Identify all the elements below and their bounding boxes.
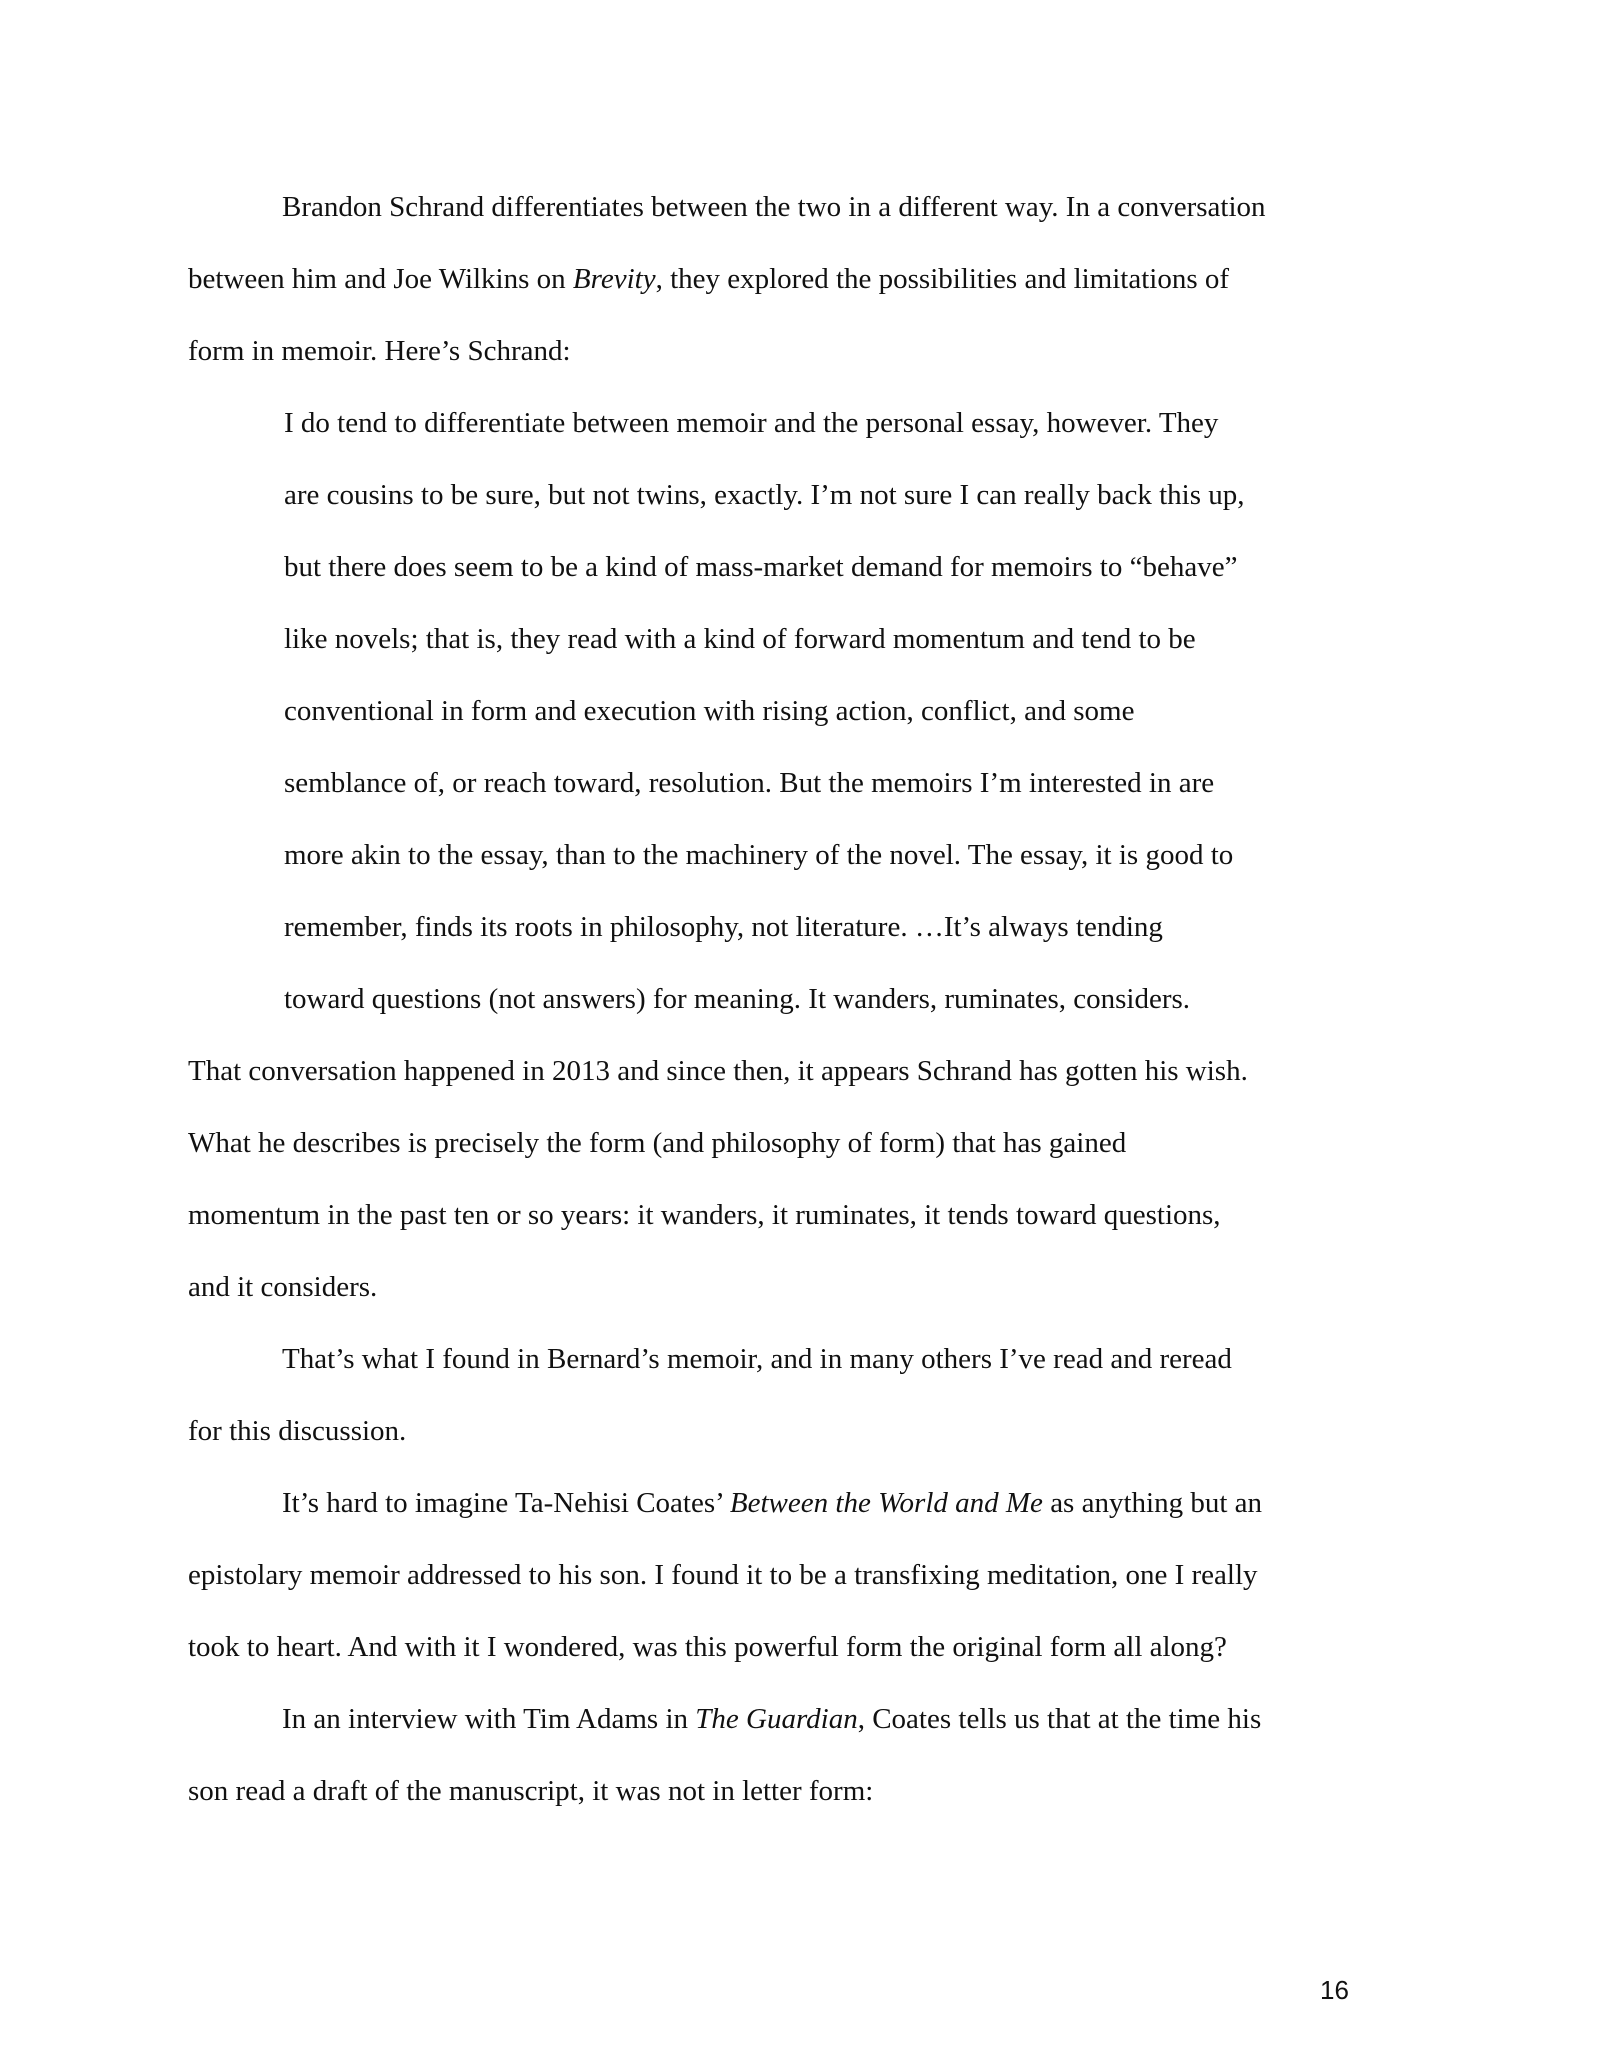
page-number: 16 [1320, 1975, 1349, 2005]
publication-title-brevity: Brevity [572, 263, 656, 295]
blockquote-line: more akin to the essay, than to the machinery of the novel. The essay, it is good to [284, 839, 1234, 871]
blockquote-line: are cousins to be sure, but not twins, exactly. I’m not sure I can really back this up, [284, 479, 1245, 511]
text: Brandon Schrand differentiates between the two in a different way. In a conversation [282, 191, 1266, 223]
paragraph-schrand-line-1 [282, 189, 1266, 225]
text: , they explored the possibilities and limitations of [655, 263, 1230, 295]
blockquote-line: I do tend to differentiate between memoir and the personal essay, however. They [284, 407, 1219, 439]
blockquote-line: semblance of, or reach toward, resolution. But the memoirs I’m interested in are [284, 767, 1215, 799]
text: form in memoir. Here’s Schrand: [188, 335, 571, 367]
paragraph-line: momentum in the past ten or so years: it wanders, it ruminates, it tends toward questions, [188, 1199, 1221, 1231]
paragraph-coates-line-1 [282, 1485, 1262, 1521]
paragraph-coates-line-2: epistolary memoir addressed to his son. I found it to be a transfixing meditation, one I really [188, 1559, 1258, 1591]
blockquote-line: but there does seem to be a kind of mass-market demand for memoirs to “behave” [284, 551, 1238, 583]
paragraph-schrand-line-3 [188, 333, 571, 369]
text: In an interview with Tim Adams in [282, 1703, 696, 1735]
blockquote-line: like novels; that is, they read with a kind of forward momentum and tend to be [284, 623, 1196, 655]
paragraph-line: That conversation happened in 2013 and since then, it appears Schrand has gotten his wish. [188, 1055, 1248, 1087]
blockquote-line: toward questions (not answers) for meaning. It wanders, ruminates, considers. [284, 983, 1191, 1015]
paragraph-coates-line-3: took to heart. And with it I wondered, was this powerful form the original form all along? [188, 1631, 1227, 1663]
book-title: Between the World and Me [729, 1487, 1043, 1519]
publication-title-guardian: The Guardian [695, 1703, 858, 1735]
paragraph-schrand-line-2 [188, 261, 1229, 297]
paragraph-guardian-line-2: son read a draft of the manuscript, it was not in letter form: [188, 1775, 874, 1807]
paragraph-guardian-line-1 [282, 1701, 1261, 1737]
blockquote-line: conventional in form and execution with rising action, conflict, and some [284, 695, 1135, 727]
blockquote-line: remember, finds its roots in philosophy, not literature. …It’s always tending [284, 911, 1163, 943]
paragraph-line: for this discussion. [188, 1415, 407, 1447]
text: as anything but an [1042, 1487, 1263, 1519]
text: , Coates tells us that at the time his [857, 1703, 1262, 1735]
paragraph-line: That’s what I found in Bernard’s memoir, and in many others I’ve read and reread [282, 1343, 1232, 1375]
text: It’s hard to imagine Ta-Nehisi Coates’ [282, 1487, 730, 1519]
text: between him and Joe Wilkins on [188, 263, 573, 295]
paragraph-line: What he describes is precisely the form (and philosophy of form) that has gained [188, 1127, 1127, 1159]
paragraph-line: and it considers. [188, 1271, 378, 1303]
